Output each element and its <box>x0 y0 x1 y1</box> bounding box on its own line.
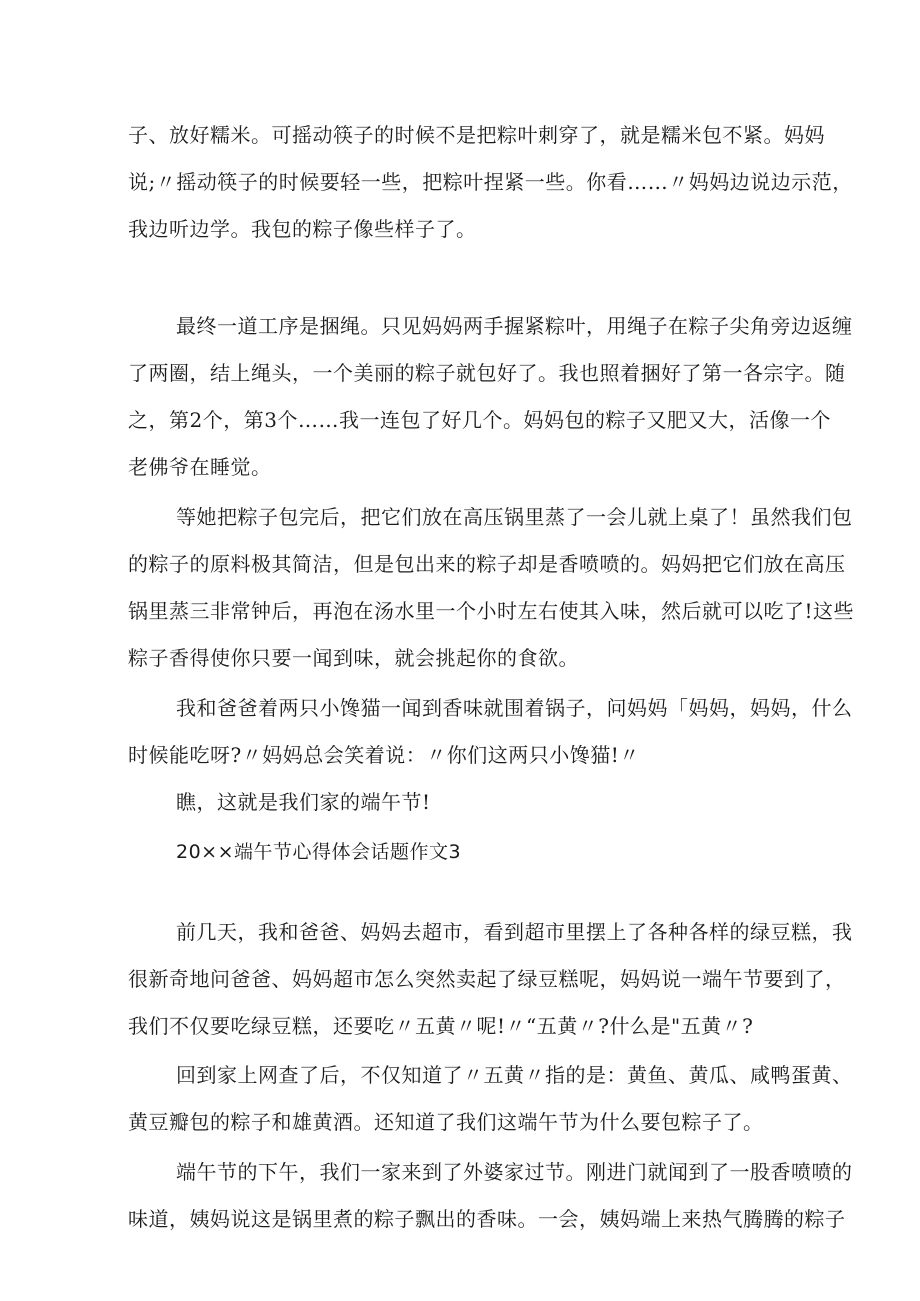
paragraph-line: 之，第2个，第3个……我一连包了好几个。妈妈包的粽子又肥又大，活像一个 <box>128 408 831 432</box>
paragraph-line: 味道，姨妈说这是锅里煮的粽子飘出的香味。一会，姨妈端上来热气腾腾的粽子 <box>128 1207 846 1231</box>
paragraph-line: 我们不仅要吃绿豆糕，还要吃〃五黄〃呢!〃“五黄〃?什么是"五黄〃? <box>128 1014 754 1038</box>
paragraph-line: 的粽子的原料极其简洁，但是包出来的粽子却是香喷喷的。妈妈把它们放在高压 <box>128 552 846 576</box>
paragraph-line: 最终一道工序是捆绳。只见妈妈两手握紧粽叶，用绳子在粽子尖角旁边返缠 <box>176 314 853 338</box>
paragraph-line: 等她把粽子包完后，把它们放在高压锅里蒸了一会儿就上桌了！虽然我们包 <box>176 505 853 529</box>
paragraph-line: 时候能吃呀?〃妈妈总会笑着说：〃你们这两只小馋猫!〃 <box>128 743 640 767</box>
paragraph-line: 前几天，我和爸爸、妈妈去超市，看到超市里摆上了各种各样的绿豆糕，我 <box>176 920 853 944</box>
paragraph-line: 粽子香得使你只要一闻到味，就会挑起你的食欲。 <box>128 646 579 670</box>
paragraph-line: 回到家上网查了后，不仅知道了〃五黄〃指的是：黄鱼、黄瓜、咸鸭蛋黄、 <box>176 1063 853 1087</box>
paragraph-line: 锅里蒸三非常钟后，再泡在汤水里一个小时左右使其入味，然后就可以吃了!这些 <box>128 599 855 623</box>
paragraph-line: 端午节的下午，我们一家来到了外婆家过节。刚进门就闻到了一股香喷喷的 <box>176 1160 853 1184</box>
paragraph-line: 瞧，这就是我们家的端午节! <box>176 790 431 814</box>
paragraph-line: 很新奇地问爸爸、妈妈超市怎么突然卖起了绿豆糕呢，妈妈说一端午节要到了， <box>128 967 846 991</box>
paragraph-line: 我和爸爸着两只小馋猫一闻到香味就围着锅子，问妈妈「妈妈，妈妈，什么 <box>176 696 853 720</box>
section-heading: 20××端午节心得体会话题作文3 <box>176 841 462 863</box>
paragraph-line: 老佛爷在睡觉。 <box>128 455 272 479</box>
paragraph-line: 说;〃摇动筷子的时候要轻一些，把粽叶捏紧一些。你看……〃妈妈边说边示范， <box>128 170 853 194</box>
paragraph-line: 黄豆瓣包的粽子和雄黄酒。还知道了我们这端午节为什么要包粽子了。 <box>128 1110 764 1134</box>
paragraph-line: 了两圈，结上绳头，一个美丽的粽子就包好了。我也照着捆好了第一各宗字。随 <box>128 361 846 385</box>
paragraph-line: 我边听边学。我包的粽子像些样子了。 <box>128 217 477 241</box>
paragraph-line: 子、放好糯米。可摇动筷子的时候不是把粽叶刺穿了，就是糯米包不紧。妈妈 <box>128 123 825 147</box>
